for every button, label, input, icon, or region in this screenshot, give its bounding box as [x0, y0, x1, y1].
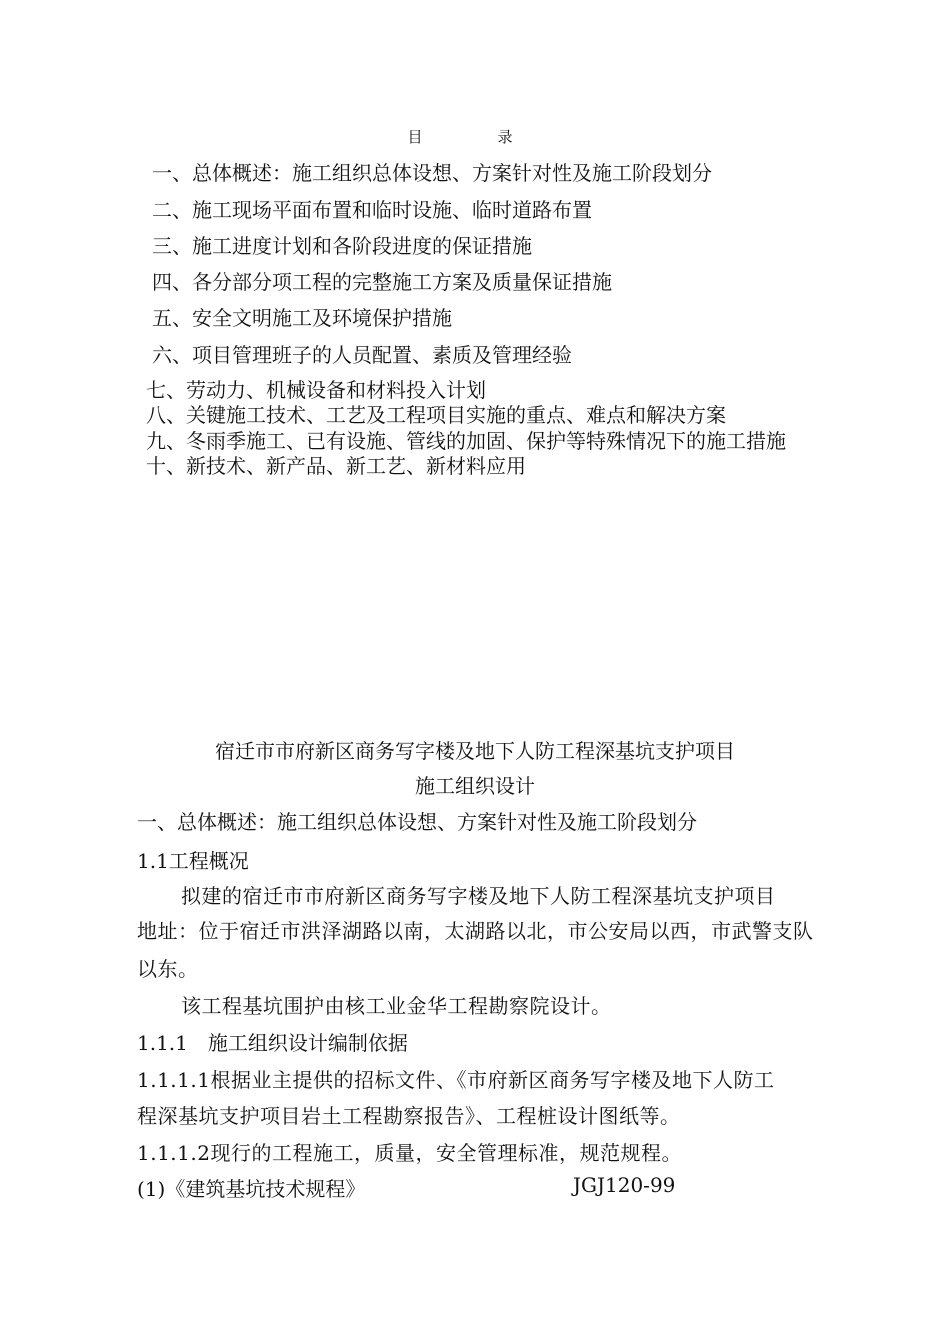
doc-title-line1: 宿迁市市府新区商务写字楼及地下人防工程深基坑支护项目: [215, 739, 735, 763]
paragraph-line: 地址：位于宿迁市洪泽湖路以南，太湖路以北，市公安局以西，市武警支队: [137, 919, 814, 943]
paragraph-line: 1.1.1.1根据业主提供的招标文件、《市府新区商务写字楼及地下人防工: [137, 1068, 775, 1092]
toc-item-10: 十、新技术、新产品、新工艺、新材料应用: [146, 454, 526, 478]
toc-item-7: 七、劳动力、机械设备和材料投入计划: [146, 378, 486, 402]
toc-item-3: 三、施工进度计划和各阶段进度的保证措施: [152, 234, 532, 258]
reference-name: (1)《建筑基坑技术规程》: [137, 1177, 366, 1201]
toc-item-2: 二、施工现场平面布置和临时设施、临时道路布置: [152, 198, 592, 222]
subsection-heading: 1.1.1 施工组织设计编制依据: [137, 1031, 408, 1055]
toc-item-9: 九、冬雨季施工、已有设施、管线的加固、保护等特殊情况下的施工措施: [146, 429, 786, 453]
toc-item-6: 六、项目管理班子的人员配置、素质及管理经验: [152, 343, 572, 367]
paragraph-line: 以东。: [137, 957, 199, 981]
toc-item-5: 五、安全文明施工及环境保护措施: [152, 306, 452, 330]
doc-title-line2: 施工组织设计: [415, 774, 535, 798]
section-heading: 一、总体概述：施工组织总体设想、方案针对性及施工阶段划分: [137, 810, 697, 834]
reference-code: JGJ120-99: [573, 1173, 676, 1197]
paragraph-line: 程深基坑支护项目岩土工程勘察报告》、工程桩设计图纸等。: [137, 1104, 681, 1128]
toc-item-8: 八、关键施工技术、工艺及工程项目实施的重点、难点和解决方案: [146, 403, 726, 427]
subsection-heading: 1.1工程概况: [137, 849, 249, 873]
toc-item-1: 一、总体概述：施工组织总体设想、方案针对性及施工阶段划分: [152, 161, 712, 185]
toc-title: 目 录: [407, 128, 543, 146]
paragraph: 1.1.1.2现行的工程施工，质量，安全管理标准，规范规程。: [137, 1141, 682, 1165]
paragraph: 该工程基坑围护由核工业金华工程勘察院设计。: [181, 994, 612, 1018]
toc-item-4: 四、各分部分项工程的完整施工方案及质量保证措施: [152, 270, 612, 294]
paragraph-line: 拟建的宿迁市市府新区商务写字楼及地下人防工程深基坑支护项目: [181, 884, 776, 908]
